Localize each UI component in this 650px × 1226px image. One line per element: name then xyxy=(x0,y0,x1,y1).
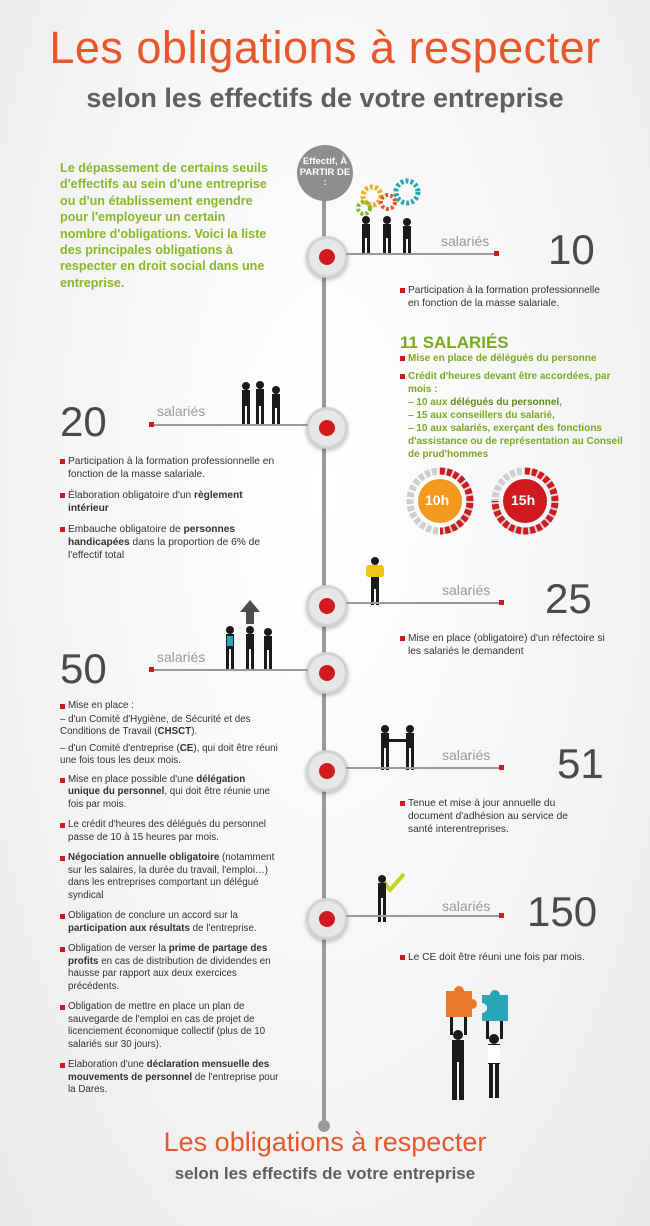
item-text: Élaboration obligatoire d'un xyxy=(68,490,194,501)
timeline-node-50 xyxy=(306,652,348,694)
item-text: en cas de distribution de dividendes en hausse par rapport aux deux exercices précédents. xyxy=(68,955,271,992)
threshold-number-10: 10 xyxy=(548,226,595,273)
item-text: – d'un Comité d'entreprise ( xyxy=(60,742,180,754)
intro-text: Le dépassement de certains seuils d'effectifs au sein d'une entreprise ou d'un établissement engendre pour l'employeur un certain nombre d'obligations. Voici la liste des principales obligations à respecter en droit social dans une entreprise. xyxy=(60,161,268,290)
obligation-item: Tenue et mise à jour annuelle du document d'adhésion au service de santé interentreprises. xyxy=(400,797,585,836)
footer-subtitle: selon les effectifs de votre entreprise xyxy=(174,1164,476,1183)
threshold-11-title: 11 SALARIÉS xyxy=(400,333,509,352)
timeline-cap-label: Effectif, À PARTIR DE : xyxy=(299,156,351,189)
item-bold: CHSCT xyxy=(157,726,192,737)
connector-10 xyxy=(346,253,494,255)
item-text: Elaboration d'une xyxy=(68,1059,147,1070)
obligations-list-25 xyxy=(400,632,615,666)
connector-150 xyxy=(346,915,499,917)
obligation-item: Mise en place (obligatoire) d'un réfectoire si les salariés le demandent xyxy=(400,632,615,658)
connector-25 xyxy=(346,602,499,604)
obligation-item: Mise en place de délégués du personne xyxy=(400,352,625,365)
timeline-node-150 xyxy=(306,898,348,940)
threshold-number-20: 20 xyxy=(60,398,107,445)
obligation-item xyxy=(60,943,280,993)
person-with-sign-illustration xyxy=(364,557,390,607)
item-bold: CE xyxy=(179,742,194,754)
footer-title: Les obligations à respecter xyxy=(163,1127,487,1157)
hours-line-1b: délégués du personnel xyxy=(450,397,560,408)
item-bold: délégation unique du personnel xyxy=(68,773,246,797)
hours-line-2: – 15 aux conseillers du salarié, xyxy=(408,410,555,421)
item-bold: personnes handicapées xyxy=(68,524,236,548)
salaries-label-50: salariés xyxy=(157,649,206,665)
obligations-list-20 xyxy=(60,455,275,570)
obligations-list-50 xyxy=(60,700,280,1105)
salaries-label-20: salariés xyxy=(157,403,206,419)
item-text: Obligation de verser la xyxy=(68,943,169,954)
connector-end-10 xyxy=(494,251,499,256)
page-title: Les obligations à respecter xyxy=(49,22,601,73)
puzzle-team-illustration xyxy=(440,985,520,1105)
timeline-node-10 xyxy=(306,236,348,278)
gauge-15h-label: 15h xyxy=(511,492,536,508)
obligation-item: Participation à la formation professionnelle en fonction de la masse salariale. xyxy=(400,284,610,310)
hours-intro: Crédit d'heures devant être accordées, par mois : xyxy=(408,371,611,395)
gears-team-illustration xyxy=(352,178,427,258)
item-bold: participation aux résultats xyxy=(68,922,190,934)
obligations-list-51 xyxy=(400,797,585,844)
sub-item xyxy=(60,714,280,739)
timeline-node-20 xyxy=(306,407,348,449)
obligation-item xyxy=(60,523,275,562)
connector-end-50 xyxy=(149,667,154,672)
item-bold: Négociation annuelle obligatoire xyxy=(68,852,220,863)
item-text: (notamment sur les salaires, la durée du travail, l'emploi…) dans les entreprises comportant un délégué syndical xyxy=(68,852,275,901)
obligation-item: Participation à la formation professionnelle en fonction de la masse salariale. xyxy=(60,455,275,481)
timeline-node-25 xyxy=(306,585,348,627)
salaries-label-150: salariés xyxy=(442,898,491,914)
connector-20 xyxy=(153,424,308,426)
handshake-illustration xyxy=(378,724,418,772)
threshold-number-150: 150 xyxy=(527,888,598,935)
salaries-label-25: salariés xyxy=(442,582,491,598)
item-text: ), qui doit être réuni une fois tous les deux mois. xyxy=(60,742,278,766)
item-bold: déclaration mensuelle des mouvements de personnel xyxy=(68,1059,270,1083)
obligation-item-hours xyxy=(400,370,625,461)
item-text: Obligation de conclure un accord sur la xyxy=(68,910,238,921)
obligation-item xyxy=(60,700,280,768)
salaries-label-51: salariés xyxy=(442,747,491,763)
obligations-list-10 xyxy=(400,284,610,318)
hours-line-1c: , xyxy=(559,397,562,408)
salaries-label-10: salariés xyxy=(441,233,490,249)
item-text: Mise en place possible d'une xyxy=(68,773,197,785)
item-text: – d'un Comité d'Hygiène, de Sécurité et des Conditions de Travail ( xyxy=(60,713,251,737)
gauge-10h-label: 10h xyxy=(425,492,450,508)
hours-line-3: – 10 aux salariés, exerçant des fonctions d'assistance ou de représentation au Conseil de prud'hommes xyxy=(408,423,623,460)
obligation-item xyxy=(60,774,280,812)
item-text: ). xyxy=(191,726,198,737)
connector-51 xyxy=(346,767,499,769)
obligation-item: Obligation de mettre en place un plan de sauvegarde de l'emploi en cas de projet de licenciement économique collectif (plus de 10 salariés sur 30 jours). xyxy=(60,1001,280,1051)
connector-end-25 xyxy=(499,600,504,605)
threshold-number-50: 50 xyxy=(60,645,107,692)
connector-end-51 xyxy=(499,765,504,770)
hours-line-1a: – 10 aux xyxy=(408,397,451,408)
obligation-item xyxy=(60,489,275,515)
obligations-list-150 xyxy=(400,951,615,972)
connector-end-150 xyxy=(499,913,504,918)
obligation-item: Le CE doit être réuni une fois par mois. xyxy=(400,951,615,964)
page-subtitle: selon les effectifs de votre entreprise xyxy=(86,83,564,113)
obligation-item: Le crédit d'heures des délégués du personnel passe de 10 à 15 heures par mois. xyxy=(60,819,280,844)
threshold-number-51: 51 xyxy=(557,740,604,787)
item-bold: règlement intérieur xyxy=(68,490,243,514)
item-text: Embauche obligatoire de xyxy=(68,524,184,535)
connector-50 xyxy=(153,669,308,671)
obligation-item xyxy=(60,910,280,935)
item-text: de l'entreprise. xyxy=(189,922,257,934)
item-text: , qui doit être réunie une fois par mois. xyxy=(68,786,271,810)
item-text: Mise en place : xyxy=(68,700,134,711)
item-bold: prime de partage des profits xyxy=(68,943,268,967)
threshold-number-25: 25 xyxy=(545,575,592,622)
timeline-node-51 xyxy=(306,750,348,792)
connector-end-20 xyxy=(149,422,154,427)
timeline-cap xyxy=(297,145,353,201)
obligation-item xyxy=(60,852,280,902)
team-arrow-up-illustration xyxy=(220,600,280,675)
team-talking-illustration xyxy=(238,380,288,430)
obligations-list-11 xyxy=(400,352,625,466)
item-text: dans la proportion de 6% de l'effectif total xyxy=(68,537,260,561)
sub-item xyxy=(60,743,280,768)
obligation-item xyxy=(60,1059,280,1097)
item-text: de l'entreprise pour la Dares. xyxy=(68,1071,279,1095)
